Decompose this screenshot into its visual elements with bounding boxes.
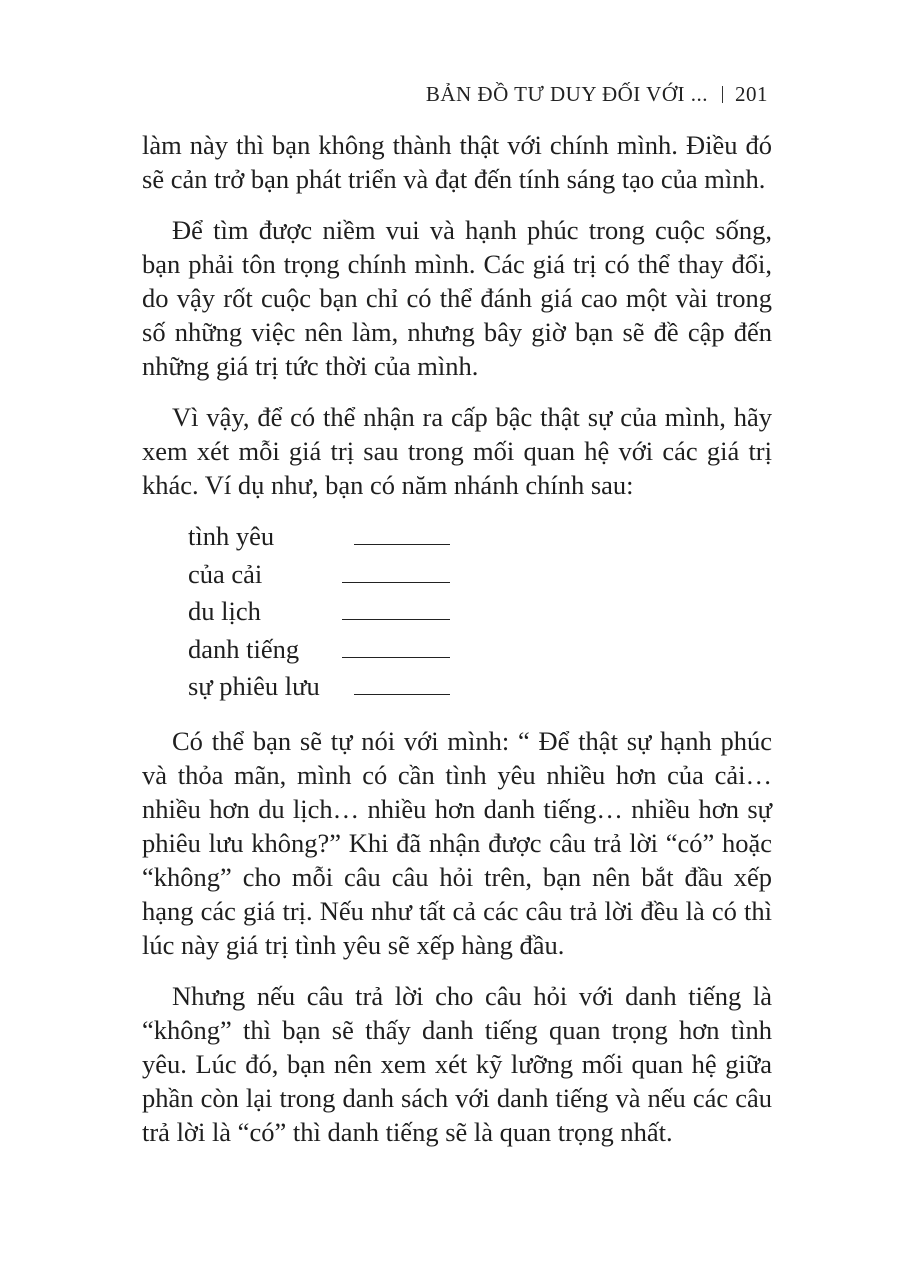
paragraph-ranking-intro: Vì vậy, để có thể nhận ra cấp bậc thật sự của mình, hãy xem xét mỗi giá trị sau trong mối quan hệ với các giá trị khác. Ví dụ như, bạn có năm nhánh chính sau:: [142, 402, 772, 500]
value-label-adventure: sự phiêu lưu: [188, 671, 320, 701]
list-item: [188, 632, 772, 670]
value-label-travel: du lịch: [188, 596, 261, 626]
blank-line: [354, 522, 450, 545]
running-title: BẢN ĐỒ TƯ DUY ĐỐI VỚI ...: [425, 82, 708, 106]
list-item: [188, 669, 772, 707]
value-list: [188, 519, 772, 707]
value-label-love: tình yêu: [188, 521, 275, 551]
paragraph-questions: Có thể bạn sẽ tự nói với mình: “ Để thật sự hạnh phúc và thỏa mãn, mình có cần tình yêu nhiều hơn của cải… nhiều hơn du lịch… nhiều hơn danh tiếng… nhiều hơn sự phiêu lưu không?” Khi đã nhận được câu trả lời “có” hoặc “không” cho mỗi câu câu hỏi trên, bạn nên bắt đầu xếp hạng các giá trị. Nếu như tất cả các câu trả lời đều là có thì lúc này giá trị tình yêu sẽ xếp hàng đầu.: [142, 725, 772, 960]
list-item: [188, 594, 772, 632]
value-label-wealth: của cải: [188, 558, 263, 589]
list-item: [188, 519, 772, 557]
page-number: 201: [735, 82, 768, 106]
paragraph-continued: làm này thì bạn không thành thật với chính mình. Điều đó sẽ cản trở bạn phát triển và đạt đến tính sáng tạo của mình.: [142, 130, 772, 194]
paragraph-fame: Nhưng nếu câu trả lời cho câu hỏi với danh tiếng là “không” thì bạn sẽ thấy danh tiếng quan trọng hơn tình yêu. Lúc đó, bạn nên xem xét kỹ lưỡng mối quan hệ giữa phần còn lại trong danh sách với danh tiếng và nếu các câu trả lời là “có” thì danh tiếng sẽ là quan trọng nhất.: [142, 980, 772, 1147]
paragraph-happiness: Để tìm được niềm vui và hạnh phúc trong cuộc sống, bạn phải tôn trọng chính mình. Các giá trị có thể thay đổi, do vậy rốt cuộc bạn chỉ có thể đánh giá cao một vài trong số những việc nên làm, nhưng bây giờ bạn sẽ đề cập đến những giá trị tức thời của mình.: [142, 215, 772, 381]
value-label-fame: danh tiếng: [188, 633, 300, 664]
running-header: [426, 82, 768, 107]
body-text: [142, 128, 772, 1166]
blank-line: [342, 560, 450, 583]
blank-line: [342, 597, 450, 620]
header-separator: [722, 86, 723, 103]
blank-line: [342, 635, 450, 658]
blank-line: [354, 672, 450, 695]
list-item: [188, 557, 772, 595]
